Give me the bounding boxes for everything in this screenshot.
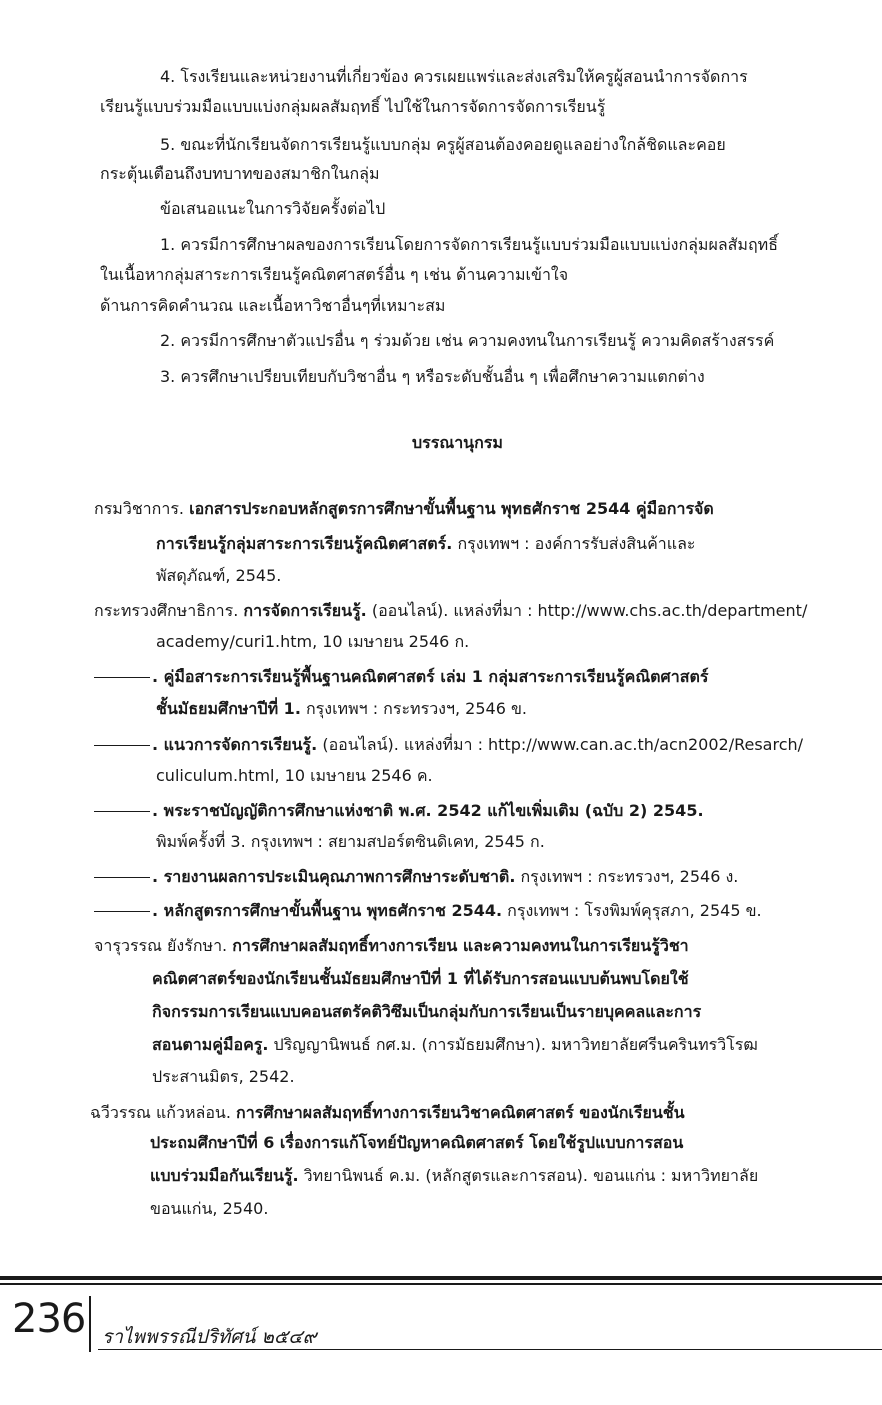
ref-8-line-3: กิจกรรมการเรียนแบบคอนสตรัคติวิซึมเป็นกลุ่มกับการเรียนเป็นรายบุคคลและการ (152, 1002, 702, 1021)
ref-8-line-5: ประสานมิตร, 2542. (152, 1067, 295, 1086)
future-item-1-line-1: 1. ควรมีการศึกษาผลของการเรียนโดยการจัดการเรียนรู้แบบร่วมมือแบบแบ่งกลุ่มผลสัมฤทธิ์ (160, 235, 778, 254)
page-number: 236 (12, 1296, 86, 1342)
ref-6-title: . รายงานผลการประเมินคุณภาพการศึกษาระดับชาติ. (152, 867, 516, 886)
ref-8-author: จารุวรรณ ยังรักษา. (94, 936, 233, 955)
ref-9-author: ฉวีวรรณ แก้วหล่อน. (90, 1103, 237, 1122)
ref-1-title-cont: การเรียนรู้กลุ่มสาระการเรียนรู้คณิตศาสตร์. (156, 534, 453, 553)
ref-4-title: . แนวการจัดการเรียนรู้. (152, 735, 318, 754)
ref-4-line-1 (94, 734, 803, 756)
bibliography-title: บรรณานุกรม (412, 433, 503, 452)
future-item-3: 3. ควรศึกษาเปรียบเทียบกับวิชาอื่น ๆ หรือระดับชั้นอื่น ๆ เพื่อศึกษาความแตกต่าง (160, 367, 705, 386)
ref-9-publisher: วิทยานิพนธ์ ค.ม. (หลักสูตรและการสอน). ขอนแก่น : มหาวิทยาลัย (298, 1166, 759, 1185)
ref-2-title: การจัดการเรียนรู้. (243, 601, 367, 620)
ref-7-title: . หลักสูตรการศึกษาขั้นพื้นฐาน พุทธศักราช 2544. (152, 901, 503, 920)
ref-6-line-1 (94, 866, 738, 888)
ref-1-publisher: กรุงเทพฯ : องค์การรับส่งสินค้าและ (452, 534, 696, 553)
ref-1-line-3: พัสดุภัณฑ์, 2545. (156, 566, 282, 585)
recommendation-4-line-1: 4. โรงเรียนและหน่วยงานที่เกี่ยวข้อง ควรเผยแพร่และส่งเสริมให้ครูผู้สอนนำการจัดการ (160, 67, 748, 86)
ref-7-line-1 (94, 900, 762, 922)
ditto-rule (94, 677, 150, 678)
ref-4-source: (ออนไลน์). แหล่งที่มา : http://www.can.ac.th/acn2002/Resarch/ (317, 735, 804, 754)
ref-1-line-1 (94, 498, 714, 520)
ref-6-publisher: กรุงเทพฯ : กระทรวงฯ, 2546 ง. (515, 867, 739, 886)
future-item-1-line-3: ด้านการคิดคำนวณ และเนื้อหาวิชาอื่นๆที่เหมาะสม (100, 296, 446, 315)
ref-1-line-2 (156, 533, 695, 555)
ref-2-source: (ออนไลน์). แหล่งที่มา : http://www.chs.ac.th/department/ (366, 601, 808, 620)
ref-3-line-2 (156, 698, 527, 720)
ref-3-line-1 (94, 666, 708, 688)
ref-8-title-end: สอนตามคู่มือครู. (152, 1035, 269, 1054)
ref-9-line-4: ขอนแก่น, 2540. (150, 1199, 269, 1218)
ref-1-title: เอกสารประกอบหลักสูตรการศึกษาขั้นพื้นฐาน พุทธศักราช 2544 คู่มือการจัด (189, 499, 714, 518)
ref-3-title: . คู่มือสาระการเรียนรู้พื้นฐานคณิตศาสตร์ เล่ม 1 กลุ่มสาระการเรียนรู้คณิตศาสตร์ (152, 667, 709, 686)
recommendation-5-line-1: 5. ขณะที่นักเรียนจัดการเรียนรู้แบบกลุ่ม ครูผู้สอนต้องคอยดูแลอย่างใกล้ชิดและคอย (160, 135, 726, 154)
ref-4-line-2: culiculum.html, 10 เมษายน 2546 ค. (156, 766, 433, 785)
recommendation-5-line-2: กระตุ้นเตือนถึงบทบาทของสมาชิกในกลุ่ม (100, 164, 380, 183)
ref-2-line-2: academy/curi1.htm, 10 เมษายน 2546 ก. (156, 632, 470, 651)
ref-8-line-1 (94, 935, 689, 957)
ref-8-line-2: คณิตศาสตร์ของนักเรียนชั้นมัธยมศึกษาปีที่ 1 ที่ได้รับการสอนแบบต้นพบโดยใช้ (152, 969, 689, 988)
ref-9-title-end: แบบร่วมมือกันเรียนรู้. (150, 1166, 299, 1185)
ditto-rule (94, 745, 150, 746)
ref-5-line-1 (94, 800, 704, 822)
footer-underline (98, 1349, 882, 1350)
ref-2-line-1 (94, 600, 807, 622)
ref-8-publisher: ปริญญานิพนธ์ กศ.ม. (การมัธยมศึกษา). มหาวิทยาลัยศรีนครินทรวิโรฒ (268, 1035, 758, 1054)
ref-2-author: กระทรวงศึกษาธิการ. (94, 601, 244, 620)
ref-8-title: การศึกษาผลสัมฤทธิ์ทางการเรียน และความคงทนในการเรียนรู้วิชา (232, 936, 689, 955)
ref-8-line-4 (152, 1034, 758, 1056)
ref-9-line-3 (150, 1165, 758, 1187)
ditto-rule (94, 877, 150, 878)
ditto-rule (94, 911, 150, 912)
ref-3-title-cont: ชั้นมัธยมศึกษาปีที่ 1. (156, 699, 301, 718)
ref-3-publisher: กรุงเทพฯ : กระทรวงฯ, 2546 ข. (300, 699, 527, 718)
ref-5-title: . พระราชบัญญัติการศึกษาแห่งชาติ พ.ศ. 2542 แก้ไขเพิ่มเติม (ฉบับ 2) 2545. (152, 801, 704, 820)
ditto-rule (94, 811, 150, 812)
ref-9-title: การศึกษาผลสัมฤทธิ์ทางการเรียนวิชาคณิตศาสตร์ ของนักเรียนชั้น (236, 1103, 685, 1122)
footer-rule-thick (0, 1276, 882, 1280)
journal-title: ราไพพรรณีปริทัศน์ ๒๕๔๙ (102, 1326, 317, 1348)
ref-1-author: กรมวิชาการ. (94, 499, 190, 518)
future-research-heading: ข้อเสนอแนะในการวิจัยครั้งต่อไป (160, 199, 386, 218)
ref-5-line-2: พิมพ์ครั้งที่ 3. กรุงเทพฯ : สยามสปอร์ตซินดิเคท, 2545 ก. (156, 832, 545, 851)
future-item-2: 2. ควรมีการศึกษาตัวแปรอื่น ๆ ร่วมด้วย เช่น ความคงทนในการเรียนรู้ ความคิดสร้างสรรค์ (160, 331, 775, 350)
footer-divider (89, 1296, 91, 1352)
recommendation-4-line-2: เรียนรู้แบบร่วมมือแบบแบ่งกลุ่มผลสัมฤทธิ์ ไปใช้ในการจัดการจัดการเรียนรู้ (100, 97, 606, 116)
ref-9-line-2: ประถมศึกษาปีที่ 6 เรื่องการแก้โจทย์ปัญหาคณิตศาสตร์ โดยใช้รูปแบบการสอน (150, 1133, 684, 1152)
ref-9-line-1 (90, 1102, 685, 1124)
footer-rule-thin (0, 1283, 882, 1285)
future-item-1-line-2: ในเนื้อหากลุ่มสาระการเรียนรู้คณิตศาสตร์อื่น ๆ เช่น ด้านความเข้าใจ (100, 265, 569, 284)
ref-7-publisher: กรุงเทพฯ : โรงพิมพ์คุรุสภา, 2545 ข. (502, 901, 762, 920)
